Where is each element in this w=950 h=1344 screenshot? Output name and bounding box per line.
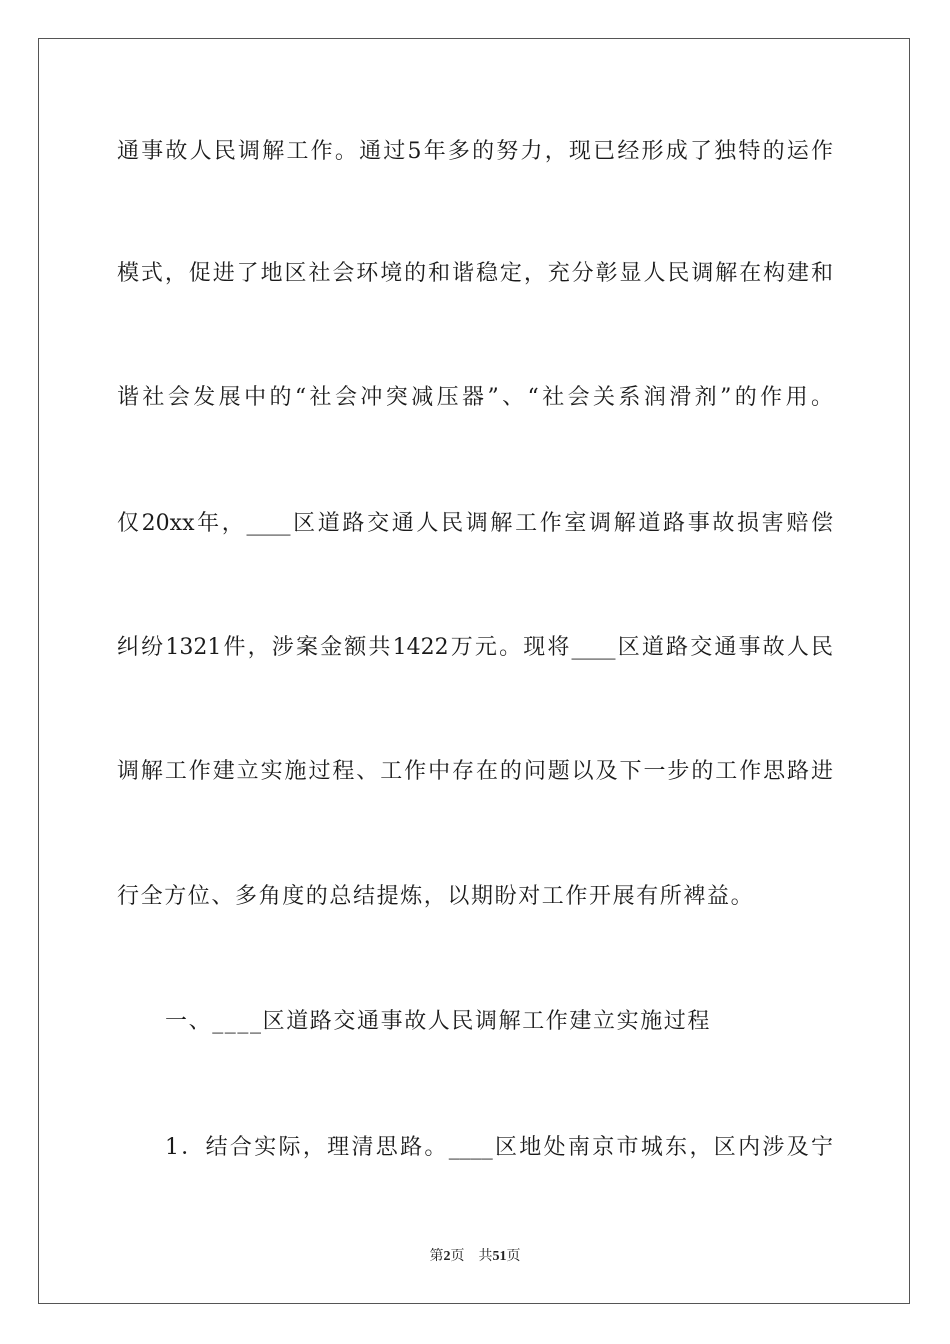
footer-mid: 页 共 [450,1248,493,1264]
footer-suffix: 页 [506,1248,521,1264]
body-line-4: 仅20xx年，____区道路交通人民调解工作室调解道路事故损害赔偿 [117,511,833,536]
body-line-5: 纠纷1321件，涉案金额共1422万元。现将____区道路交通事故人民 [117,635,833,660]
section-heading: 一、____区道路交通事故人民调解工作建立实施过程 [165,1009,712,1034]
page-footer [0,1247,950,1266]
body-line-7: 行全方位、多角度的总结提炼，以期盼对工作开展有所裨益。 [117,884,755,909]
list-item-1: 1．结合实际，理清思路。____区地处南京市城东，区内涉及宁 [165,1135,833,1160]
body-line-3: 谐社会发展中的“社会冲突减压器”、“社会关系润滑剂”的作用。 [117,385,833,410]
page-border [38,38,910,1304]
footer-page-number: 2 [443,1249,451,1264]
footer-total-pages: 51 [492,1249,507,1264]
body-line-2: 模式，促进了地区社会环境的和谐稳定，充分彰显人民调解在构建和 [117,261,833,286]
footer-prefix: 第 [429,1248,444,1264]
body-line-6: 调解工作建立实施过程、工作中存在的问题以及下一步的工作思路进 [117,759,833,784]
body-line-1: 通事故人民调解工作。通过5年多的努力，现已经形成了独特的运作 [117,139,833,164]
